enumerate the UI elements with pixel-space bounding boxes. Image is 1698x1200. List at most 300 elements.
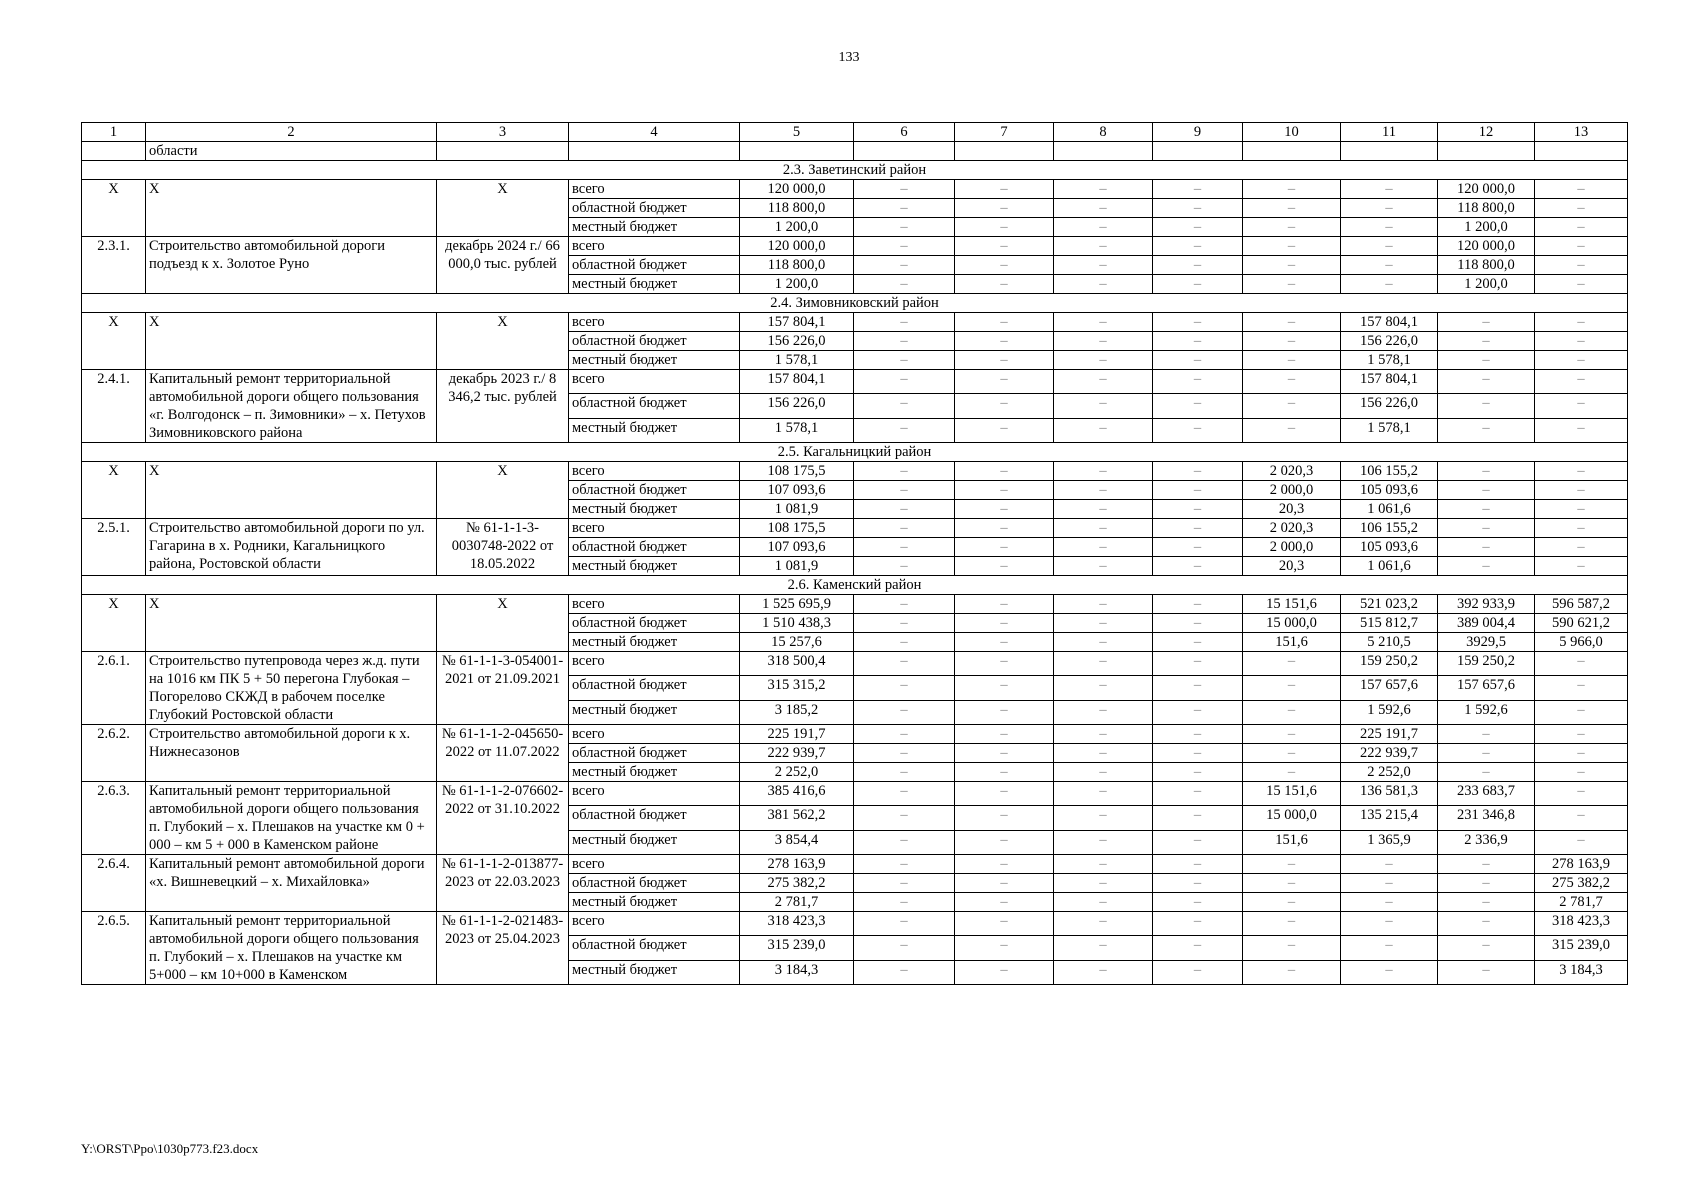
amount-cell: – [1153,633,1243,652]
amount-cell: – [854,700,955,724]
amount-cell: 515 812,7 [1341,614,1438,633]
amount-cell: – [1535,725,1628,744]
amount-cell: 5 210,5 [1341,633,1438,652]
column-header: 7 [955,123,1054,142]
amount-cell: – [955,614,1054,633]
column-header: 9 [1153,123,1243,142]
amount-cell: – [955,275,1054,294]
budget-source-label: областной бюджет [569,481,740,500]
amount-cell: – [1153,614,1243,633]
budget-source-label: областной бюджет [569,332,740,351]
amount-cell: 135 215,4 [1341,806,1438,830]
amount-cell: – [955,481,1054,500]
amount-cell: 225 191,7 [1341,725,1438,744]
amount-cell: – [1535,199,1628,218]
amount-cell: – [1438,351,1535,370]
amount-cell: – [1535,806,1628,830]
amount-cell: – [854,912,955,936]
amount-cell: 222 939,7 [1341,744,1438,763]
budget-source-label: всего [569,237,740,256]
amount-cell: – [1243,912,1341,936]
budget-table [81,122,1628,985]
budget-source-label: всего [569,855,740,874]
amount-cell: 1 081,9 [740,500,854,519]
amount-cell: – [1153,462,1243,481]
amount-cell: – [1054,936,1153,960]
amount-cell: 381 562,2 [740,806,854,830]
amount-cell: 15 257,6 [740,633,854,652]
amount-cell: 15 151,6 [1243,595,1341,614]
amount-cell: 106 155,2 [1341,462,1438,481]
budget-source-label: местный бюджет [569,960,740,984]
amount-cell: 105 093,6 [1341,538,1438,557]
amount-cell: – [1438,960,1535,984]
budget-source-label: всего [569,652,740,676]
column-header-row [82,123,1628,142]
amount-cell: – [1054,332,1153,351]
section-row [82,443,1628,462]
row-number: 2.6.1. [82,652,146,725]
amount-cell: – [1153,806,1243,830]
column-header: 5 [740,123,854,142]
amount-cell: – [1153,218,1243,237]
amount-cell: – [854,519,955,538]
amount-cell: – [1054,418,1153,442]
amount-cell: – [1153,332,1243,351]
amount-cell: – [1438,519,1535,538]
amount-cell: – [955,370,1054,394]
row-number: X [82,180,146,237]
amount-cell: 3 185,2 [740,700,854,724]
amount-cell: 15 151,6 [1243,782,1341,806]
amount-cell: – [955,313,1054,332]
budget-source-label: местный бюджет [569,700,740,724]
amount-cell: 156 226,0 [1341,394,1438,418]
amount-cell: 1 200,0 [1438,275,1535,294]
amount-cell: – [1054,633,1153,652]
column-header: 4 [569,123,740,142]
row-number: 2.6.3. [82,782,146,855]
row-number: 2.6.4. [82,855,146,912]
amount-cell: – [1438,936,1535,960]
amount-cell: – [1243,394,1341,418]
amount-cell: – [1438,370,1535,394]
amount-cell: – [1438,313,1535,332]
amount-cell: – [955,462,1054,481]
amount-cell: 392 933,9 [1438,595,1535,614]
object-name: X [146,595,437,652]
section-title: 2.5. Кагальницкий район [82,443,1628,462]
amount-cell: – [854,960,955,984]
section-title: 2.3. Заветинский район [82,161,1628,180]
amount-cell: – [1243,744,1341,763]
amount-cell: 108 175,5 [740,462,854,481]
budget-source-label: областной бюджет [569,614,740,633]
page-number: 133 [838,50,860,65]
amount-cell: – [955,830,1054,854]
amount-cell: 1 200,0 [1438,218,1535,237]
amount-cell: – [854,313,955,332]
amount-cell: – [1054,370,1153,394]
amount-cell: 157 804,1 [1341,370,1438,394]
amount-cell: – [1535,557,1628,576]
amount-cell: – [1341,180,1438,199]
amount-cell: 107 093,6 [740,538,854,557]
amount-cell: – [854,256,955,275]
amount-cell: – [1341,960,1438,984]
amount-cell: – [1153,199,1243,218]
amount-cell: – [1243,855,1341,874]
budget-source-label: всего [569,370,740,394]
amount-cell: 1 592,6 [1341,700,1438,724]
column-header: 10 [1243,123,1341,142]
amount-cell: – [1243,725,1341,744]
carryover-text: области [146,142,437,161]
budget-source-label: местный бюджет [569,557,740,576]
amount-cell: 318 423,3 [1535,912,1628,936]
amount-cell: 385 416,6 [740,782,854,806]
budget-source-label: местный бюджет [569,275,740,294]
amount-cell: – [1243,874,1341,893]
amount-cell: – [1153,595,1243,614]
amount-cell: 231 346,8 [1438,806,1535,830]
amount-cell: – [1054,500,1153,519]
amount-cell: – [1054,874,1153,893]
amount-cell: – [1153,893,1243,912]
amount-cell: 233 683,7 [1438,782,1535,806]
amount-cell: – [1054,830,1153,854]
amount-cell: 2 000,0 [1243,538,1341,557]
amount-cell: – [1054,912,1153,936]
amount-cell: 159 250,2 [1438,652,1535,676]
amount-cell: – [1054,180,1153,199]
object-name: Строительство автомобильной дороги к х. Нижнесазонов [146,725,437,782]
document-info: X [437,313,569,370]
amount-cell: – [955,237,1054,256]
amount-cell: – [1243,218,1341,237]
carryover-row [82,142,1628,161]
amount-cell: – [1535,313,1628,332]
amount-cell: 105 093,6 [1341,481,1438,500]
amount-cell: – [1535,256,1628,275]
amount-cell: – [1341,912,1438,936]
amount-cell: – [1438,394,1535,418]
amount-cell: – [1438,418,1535,442]
table-row [82,462,1628,481]
column-header: 2 [146,123,437,142]
amount-cell: 157 804,1 [740,313,854,332]
amount-cell: – [955,180,1054,199]
amount-cell: – [1535,519,1628,538]
amount-cell: 5 966,0 [1535,633,1628,652]
amount-cell: 120 000,0 [1438,237,1535,256]
amount-cell: – [1438,744,1535,763]
amount-cell: – [1243,256,1341,275]
amount-cell: – [1341,218,1438,237]
amount-cell: – [1153,256,1243,275]
budget-source-label: областной бюджет [569,256,740,275]
amount-cell: – [854,744,955,763]
amount-cell: – [1438,725,1535,744]
amount-cell: – [1054,782,1153,806]
amount-cell: 2 020,3 [1243,519,1341,538]
amount-cell: – [1535,332,1628,351]
amount-cell: – [955,700,1054,724]
amount-cell: 222 939,7 [740,744,854,763]
table-row [82,725,1628,744]
table-row [82,652,1628,676]
amount-cell: – [1054,960,1153,984]
amount-cell: 15 000,0 [1243,806,1341,830]
object-name: Капитальный ремонт территориальной автомобильной дороги общего пользования п. Глубокий – х. Плешаков на участке км 0 + 000 – км 5 + 000 в Каменском районе [146,782,437,855]
amount-cell: 157 657,6 [1341,676,1438,700]
amount-cell: – [955,595,1054,614]
amount-cell: 1 200,0 [740,218,854,237]
column-header: 11 [1341,123,1438,142]
budget-source-label: всего [569,180,740,199]
amount-cell: – [1243,960,1341,984]
amount-cell: 3 184,3 [740,960,854,984]
amount-cell: 278 163,9 [740,855,854,874]
amount-cell: 1 200,0 [740,275,854,294]
amount-cell: – [1243,275,1341,294]
amount-cell: – [1054,806,1153,830]
amount-cell: – [1438,763,1535,782]
amount-cell: – [1153,912,1243,936]
section-row [82,576,1628,595]
amount-cell: – [854,782,955,806]
amount-cell: – [854,855,955,874]
amount-cell: – [1535,275,1628,294]
amount-cell: – [955,557,1054,576]
amount-cell: 275 382,2 [740,874,854,893]
amount-cell: – [1054,700,1153,724]
amount-cell: – [955,418,1054,442]
amount-cell: 1 081,9 [740,557,854,576]
amount-cell: – [1341,237,1438,256]
amount-cell: – [1341,893,1438,912]
amount-cell: 1 578,1 [740,418,854,442]
amount-cell: – [1243,199,1341,218]
amount-cell: – [955,500,1054,519]
amount-cell: – [854,614,955,633]
object-name: Строительство автомобильной дороги подъезд к х. Золотое Руно [146,237,437,294]
amount-cell: – [854,830,955,854]
amount-cell: – [1054,199,1153,218]
amount-cell: – [1438,557,1535,576]
table-row [82,237,1628,256]
amount-cell: 2 781,7 [740,893,854,912]
amount-cell: – [1438,332,1535,351]
amount-cell: – [955,782,1054,806]
amount-cell: 318 500,4 [740,652,854,676]
document-info: декабрь 2023 г./ 8 346,2 тыс. рублей [437,370,569,443]
amount-cell: – [1535,744,1628,763]
document-info: № 61-1-1-2-045650-2022 от 11.07.2022 [437,725,569,782]
amount-cell: – [955,893,1054,912]
amount-cell: 389 004,4 [1438,614,1535,633]
amount-cell: – [1438,538,1535,557]
document-info: № 61-1-1-3-054001-2021 от 21.09.2021 [437,652,569,725]
row-number: X [82,313,146,370]
amount-cell: – [1535,481,1628,500]
amount-cell: 225 191,7 [740,725,854,744]
amount-cell: 1 061,6 [1341,557,1438,576]
amount-cell: – [955,519,1054,538]
amount-cell: 20,3 [1243,500,1341,519]
amount-cell: – [955,855,1054,874]
table-row [82,313,1628,332]
amount-cell: – [1054,481,1153,500]
budget-source-label: областной бюджет [569,936,740,960]
budget-source-label: местный бюджет [569,351,740,370]
amount-cell: 159 250,2 [1341,652,1438,676]
amount-cell: 521 023,2 [1341,595,1438,614]
document-info: X [437,180,569,237]
amount-cell: – [854,180,955,199]
object-name: Строительство путепровода через ж.д. пути на 1016 км ПК 5 + 50 перегона Глубокая – Погорелово СКЖД в рабочем поселке Глубокий Ростовской области [146,652,437,725]
amount-cell: – [1054,394,1153,418]
amount-cell: – [955,912,1054,936]
amount-cell: 118 800,0 [1438,199,1535,218]
amount-cell: – [1153,763,1243,782]
budget-source-label: местный бюджет [569,763,740,782]
amount-cell: – [854,763,955,782]
table-row [82,782,1628,806]
amount-cell: 157 804,1 [740,370,854,394]
budget-source-label: всего [569,519,740,538]
amount-cell: 20,3 [1243,557,1341,576]
table-row [82,855,1628,874]
amount-cell: – [1153,481,1243,500]
budget-source-label: областной бюджет [569,199,740,218]
amount-cell: – [854,595,955,614]
column-header: 12 [1438,123,1535,142]
amount-cell: – [955,744,1054,763]
amount-cell: – [854,332,955,351]
amount-cell: – [1535,538,1628,557]
amount-cell: – [955,960,1054,984]
amount-cell: – [1054,744,1153,763]
amount-cell: 151,6 [1243,633,1341,652]
budget-source-label: местный бюджет [569,830,740,854]
amount-cell: – [1438,874,1535,893]
row-number: 2.5.1. [82,519,146,576]
amount-cell: – [1153,725,1243,744]
amount-cell: – [1153,237,1243,256]
amount-cell: – [854,218,955,237]
budget-source-label: местный бюджет [569,893,740,912]
amount-cell: – [1153,370,1243,394]
amount-cell: 157 804,1 [1341,313,1438,332]
amount-cell: – [1341,275,1438,294]
amount-cell: – [1054,652,1153,676]
amount-cell: – [854,481,955,500]
amount-cell: – [1153,538,1243,557]
amount-cell: 1 578,1 [1341,418,1438,442]
amount-cell: 118 800,0 [740,199,854,218]
amount-cell: – [1535,676,1628,700]
document-info: № 61-1-1-3-0030748-2022 от 18.05.2022 [437,519,569,576]
amount-cell: – [854,633,955,652]
amount-cell: 315 315,2 [740,676,854,700]
amount-cell: 108 175,5 [740,519,854,538]
amount-cell: – [1153,351,1243,370]
object-name: X [146,462,437,519]
document-info: декабрь 2024 г./ 66 000,0 тыс. рублей [437,237,569,294]
object-name: Капитальный ремонт территориальной автомобильной дороги общего пользования «г. Волгодонск – п. Зимовники» – х. Петухов Зимовниковского района [146,370,437,443]
amount-cell: – [1243,893,1341,912]
amount-cell: – [1153,652,1243,676]
amount-cell: – [1153,782,1243,806]
amount-cell: – [1438,462,1535,481]
amount-cell: 2 336,9 [1438,830,1535,854]
row-number: X [82,462,146,519]
amount-cell: – [1054,763,1153,782]
budget-source-label: областной бюджет [569,676,740,700]
document-info: № 61-1-1-2-076602-2022 от 31.10.2022 [437,782,569,855]
amount-cell: – [854,676,955,700]
object-name: Строительство автомобильной дороги по ул. Гагарина в х. Родники, Кагальницкого района, Ростовской области [146,519,437,576]
amount-cell: 156 226,0 [740,332,854,351]
amount-cell: – [1054,893,1153,912]
amount-cell: 15 000,0 [1243,614,1341,633]
amount-cell: 315 239,0 [1535,936,1628,960]
amount-cell: – [854,936,955,960]
amount-cell: – [1535,830,1628,854]
amount-cell: – [1054,237,1153,256]
amount-cell: – [1054,595,1153,614]
amount-cell: 2 020,3 [1243,462,1341,481]
amount-cell: – [854,237,955,256]
amount-cell: – [1054,538,1153,557]
amount-cell: – [1535,462,1628,481]
column-header: 6 [854,123,955,142]
amount-cell: 118 800,0 [740,256,854,275]
amount-cell: – [1535,180,1628,199]
budget-source-label: местный бюджет [569,500,740,519]
amount-cell: 106 155,2 [1341,519,1438,538]
section-title: 2.4. Зимовниковский район [82,294,1628,313]
amount-cell: – [1153,313,1243,332]
amount-cell: – [1153,830,1243,854]
amount-cell: – [1535,763,1628,782]
amount-cell: – [1535,394,1628,418]
amount-cell: 315 239,0 [740,936,854,960]
amount-cell: – [854,557,955,576]
row-number: X [82,595,146,652]
amount-cell: 120 000,0 [1438,180,1535,199]
amount-cell: – [1153,855,1243,874]
amount-cell: – [854,652,955,676]
amount-cell: – [1243,652,1341,676]
amount-cell: – [1054,614,1153,633]
amount-cell: – [1341,874,1438,893]
amount-cell: – [1243,313,1341,332]
amount-cell: – [1341,855,1438,874]
budget-source-label: всего [569,595,740,614]
amount-cell: 3 184,3 [1535,960,1628,984]
amount-cell: 1 510 438,3 [740,614,854,633]
amount-cell: – [1054,313,1153,332]
budget-source-label: местный бюджет [569,218,740,237]
amount-cell: – [854,370,955,394]
amount-cell: 275 382,2 [1535,874,1628,893]
table-row [82,180,1628,199]
amount-cell: – [1535,218,1628,237]
object-name: X [146,313,437,370]
section-title: 2.6. Каменский район [82,576,1628,595]
